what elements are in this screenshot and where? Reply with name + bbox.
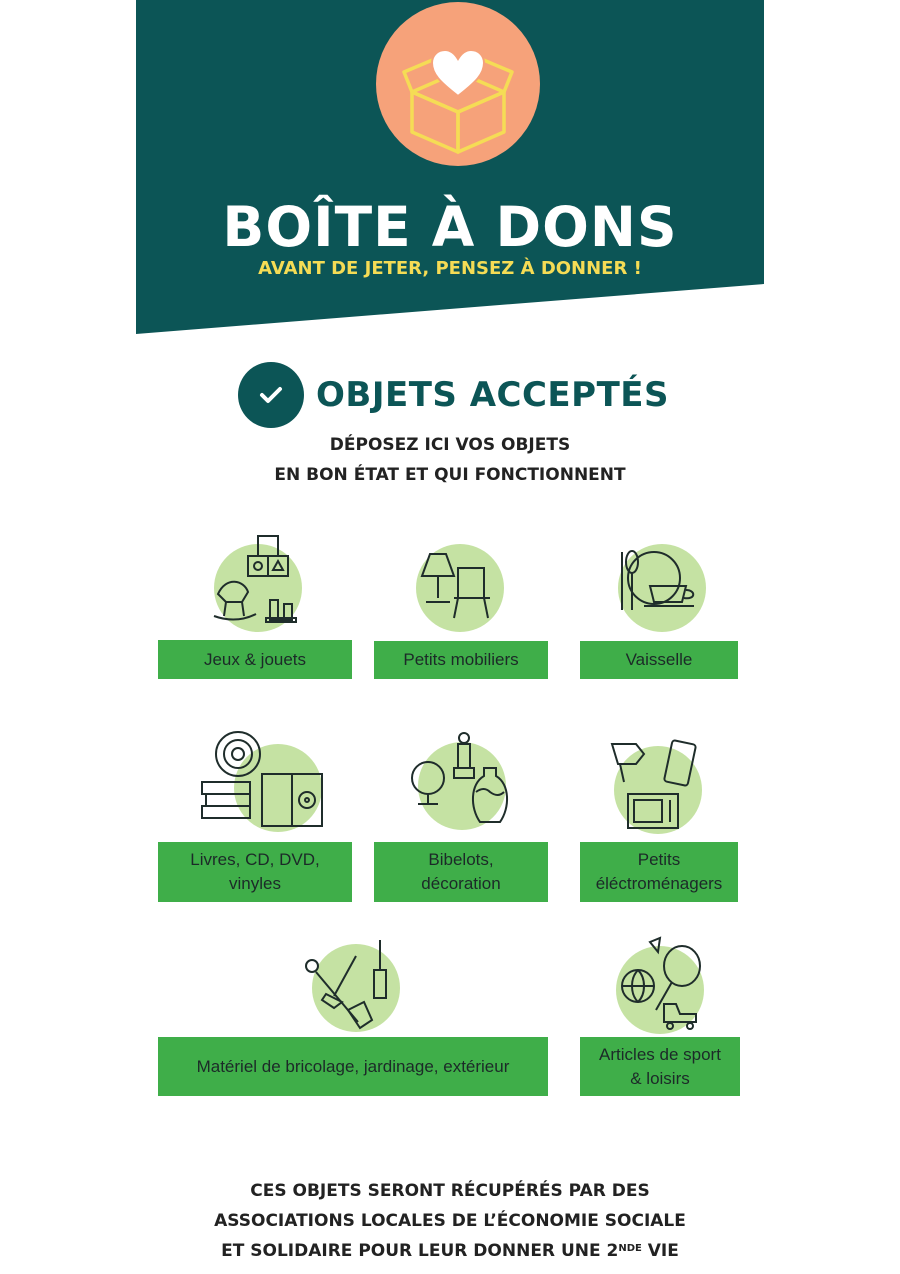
accepted-heading (238, 362, 669, 428)
footer-line: ASSOCIATIONS LOCALES DE L’ÉCONOMIE SOCIALE (214, 1211, 686, 1231)
accepted-description (136, 430, 764, 490)
books-media-icon (200, 730, 326, 836)
page-subtitle: AVANT DE JETER, PENSEZ À DONNER ! (258, 258, 642, 279)
category-label-books-media: Livres, CD, DVD, vinyles (158, 842, 352, 902)
sports-icon (610, 934, 714, 1034)
description-line: DÉPOSEZ ICI VOS OBJETS (329, 435, 571, 455)
check-icon (238, 362, 304, 428)
tools-icon (300, 936, 404, 1036)
description-line: EN BON ÉTAT ET QUI FONCTIONNENT (274, 465, 626, 485)
header-band (136, 0, 764, 334)
category-label-toys: Jeux & jouets (158, 640, 352, 679)
category-label-appliances: Petits éléctroménagers (580, 842, 738, 902)
poster (136, 0, 764, 1274)
decoration-icon (406, 728, 516, 834)
toys-icon (208, 532, 308, 634)
donation-box-icon (376, 2, 540, 166)
footer-text (136, 1176, 764, 1266)
appliances-icon (606, 736, 710, 836)
category-label-sports: Articles de sport & loisirs (580, 1037, 740, 1096)
header-background (136, 0, 764, 334)
page-title: BOÎTE À DONS (222, 195, 678, 259)
furniture-icon (410, 542, 510, 634)
footer-line: CES OBJETS SERONT RÉCUPÉRÉS PAR DES (250, 1181, 650, 1201)
footer-line: ET SOLIDAIRE POUR LEUR DONNER UNE 2NDE VIE (221, 1241, 679, 1261)
category-label-furniture: Petits mobiliers (374, 641, 548, 679)
tableware-icon (610, 540, 710, 634)
category-label-decoration: Bibelots, décoration (374, 842, 548, 902)
category-label-tools: Matériel de bricolage, jardinage, extérieur (158, 1037, 548, 1096)
category-label-tableware: Vaisselle (580, 641, 738, 679)
accepted-title: OBJETS ACCEPTÉS (316, 375, 669, 415)
